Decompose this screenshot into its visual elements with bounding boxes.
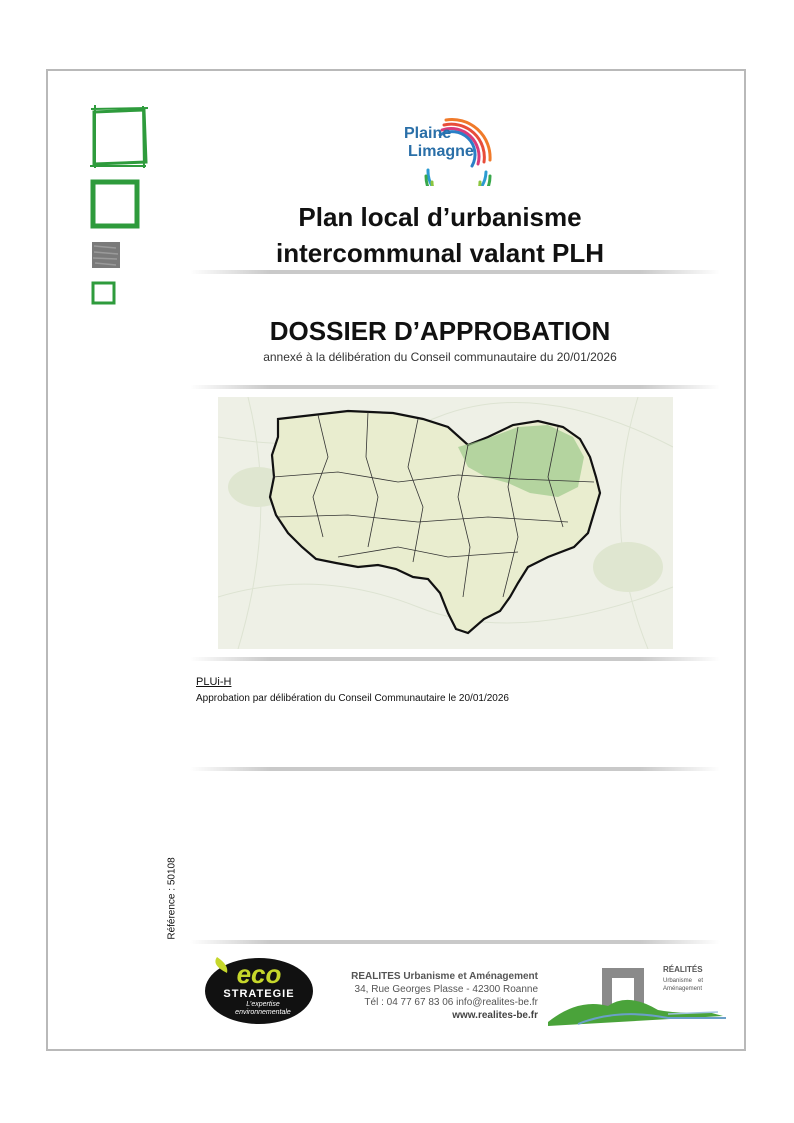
realites-website: www.realites-be.fr [452, 1010, 538, 1021]
divider-2 [190, 385, 720, 389]
logo-arcs-icon [398, 98, 498, 186]
realites-logo-title: RÉALITÉS [663, 965, 703, 974]
realites-address: 34, Rue Georges Plasse - 42300 Roanne [354, 984, 538, 995]
realites-logo-sub2: et [698, 978, 704, 984]
document-type-label: PLUi-H [196, 676, 232, 688]
realites-contact-block [326, 970, 538, 1022]
eco-logo-word: eco [236, 959, 282, 989]
realites-logo-sub3: Aménagement [663, 986, 703, 992]
main-title-line2: intercommunal valant PLH [276, 238, 604, 268]
dossier-title: DOSSIER D’APPROBATION [269, 316, 611, 346]
eco-strategie-logo [203, 955, 315, 1025]
eco-logo-tagline-2: environnementale [235, 1009, 291, 1016]
territory-map [218, 397, 673, 649]
reference-number: Référence : 50108 [166, 857, 178, 940]
main-title-line1: Plan local d’urbanisme [298, 202, 582, 232]
realites-name: REALITES Urbanisme et Aménagement [351, 971, 538, 982]
dossier-subtitle: annexé à la délibération du Conseil communautaire du 20/01/2026 [263, 350, 617, 364]
small-green-square [93, 283, 114, 303]
realites-logo-sub1: Urbanisme [663, 978, 693, 984]
plaine-limagne-logo [398, 98, 498, 186]
large-sketch-square [90, 105, 148, 168]
decorative-squares [86, 100, 156, 310]
divider-3 [190, 657, 720, 661]
divider-1 [190, 270, 720, 274]
approval-statement: Approbation par délibération du Conseil Communautaire le 20/01/2026 [196, 693, 509, 704]
divider-4 [190, 767, 720, 771]
divider-5 [190, 940, 720, 944]
realites-contact: Tél : 04 77 67 83 06 info@realites-be.fr [364, 997, 538, 1008]
logo-word-limagne: Limagne [408, 143, 474, 160]
eco-logo-strategie: STRATEGIE [223, 988, 295, 1000]
eco-logo-tagline-1: L’expertise [246, 1001, 280, 1008]
map-image [218, 397, 673, 649]
logo-word-plaine: Plaine [404, 125, 452, 142]
realites-logo [548, 962, 726, 1028]
medium-green-square [93, 182, 137, 226]
